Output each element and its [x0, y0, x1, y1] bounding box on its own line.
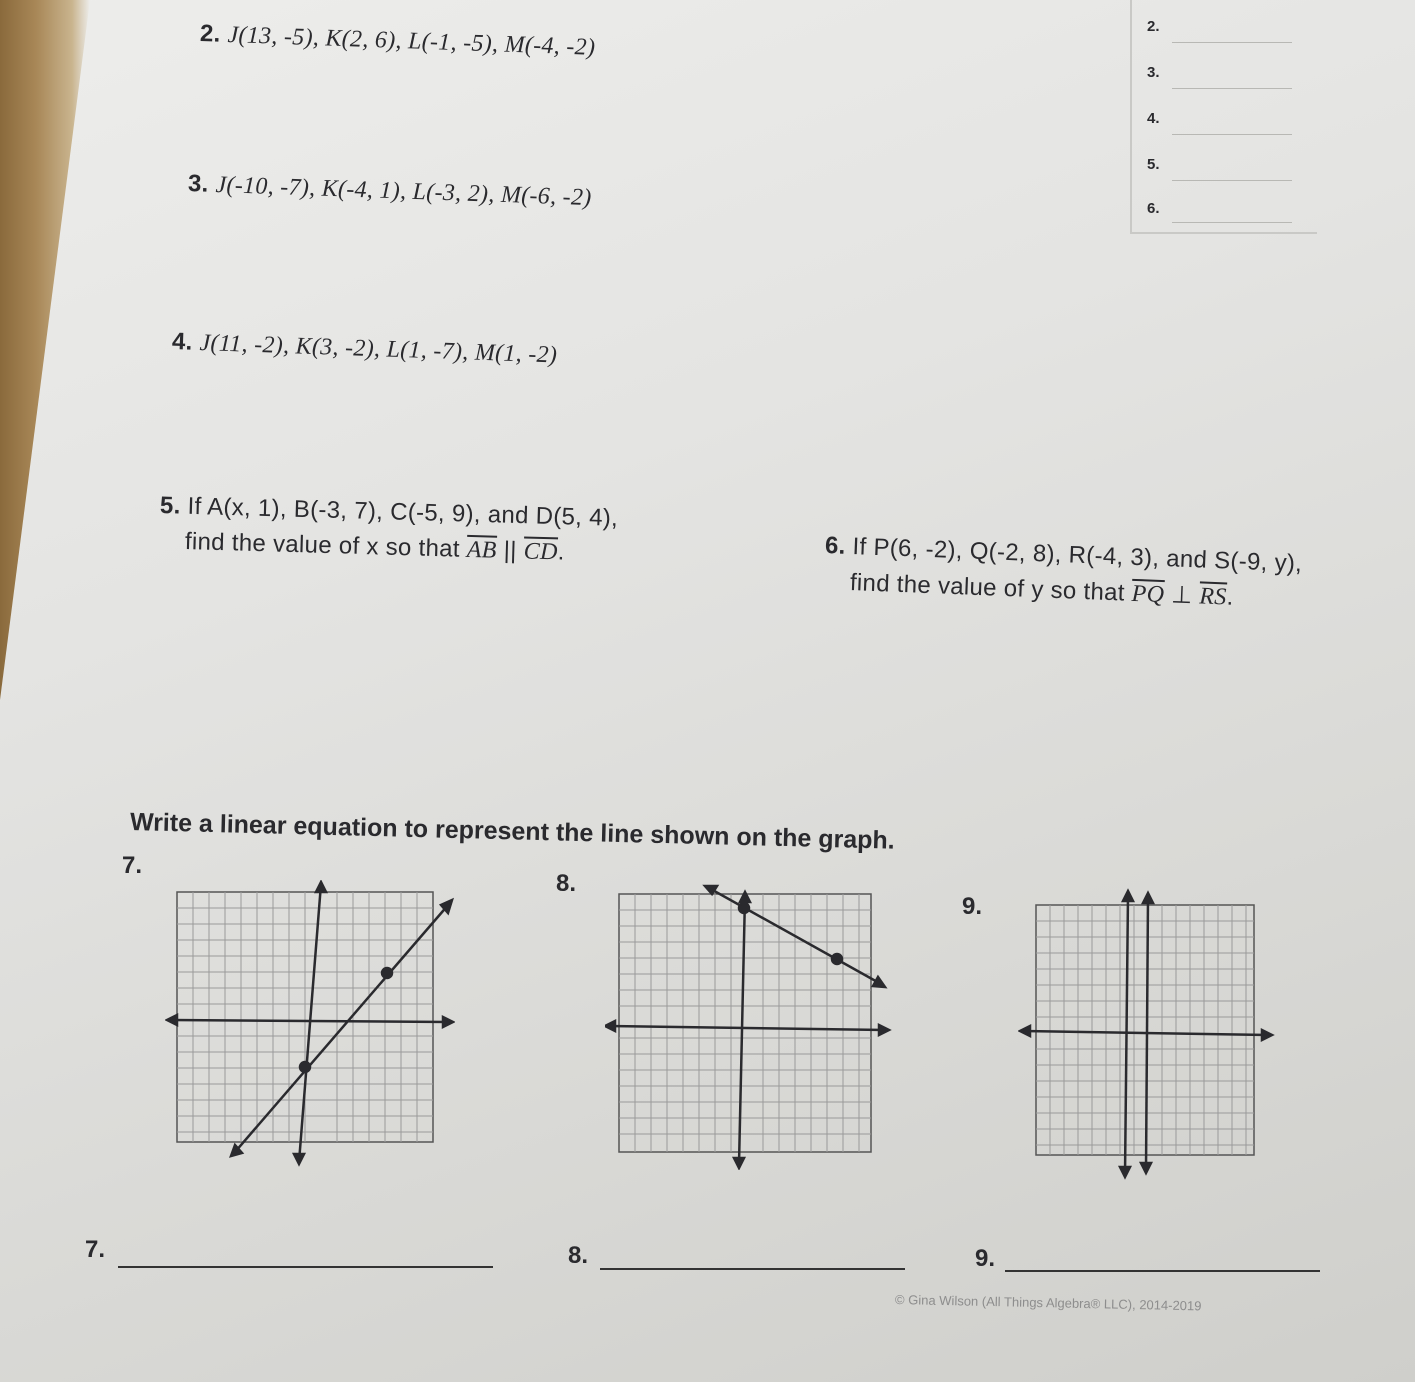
segment-cd: $\overline{CD}$ — [523, 538, 559, 566]
problem-3 — [188, 170, 593, 212]
blank-7-line[interactable] — [118, 1266, 493, 1268]
problem-6-period: . — [1226, 583, 1235, 611]
grid-frame — [1036, 905, 1254, 1155]
problem-3-number: 3. — [187, 170, 210, 198]
perpendicular-symbol: ⊥ — [1163, 581, 1200, 610]
x-axis-left-arrow — [167, 1015, 177, 1025]
problem-5-line-1 — [160, 492, 619, 533]
problem-2-number: 2. — [199, 20, 222, 48]
x-axis-left-arrow — [605, 1021, 615, 1031]
problem-4 — [172, 328, 558, 369]
graph-9-label: 9. — [962, 893, 983, 920]
problem-4-text: J(11, -2), K(3, -2), L(1, -7), M(1, -2) — [199, 329, 558, 369]
problem-6-statement: If P(6, -2), Q(-2, 8), R(-4, 3), and S(-9, y), — [852, 533, 1303, 578]
segment-ab: $\overline{AB}$ — [466, 536, 498, 564]
y-axis — [1146, 897, 1148, 1169]
problem-5-number: 5. — [159, 492, 182, 520]
segment-pq: $\overline{PQ}$ — [1131, 580, 1165, 609]
problem-5-period: . — [557, 538, 566, 566]
x-axis — [609, 1026, 885, 1030]
problem-5-question: find the value of x so that — [184, 528, 468, 563]
x-axis-right-arrow — [879, 1025, 889, 1035]
graph-9-line-arrow-up — [1123, 891, 1133, 901]
answer-line-3[interactable] — [1172, 88, 1292, 89]
y-axis-up-arrow — [316, 882, 326, 892]
y-axis-down-arrow — [734, 1158, 744, 1168]
problem-6-question: find the value of y so that — [849, 569, 1133, 607]
y-axis-up-arrow — [1143, 893, 1153, 903]
problem-3-text: J(-10, -7), K(-4, 1), L(-3, 2), M(-6, -2) — [215, 171, 593, 212]
x-axis-right-arrow — [443, 1017, 453, 1027]
parallel-symbol: || — [496, 536, 525, 565]
problem-5-line-2 — [185, 528, 565, 567]
problem-2 — [200, 20, 596, 62]
problem-5-statement: If A(x, 1), B(-3, 7), C(-5, 9), and D(5, 4), — [187, 492, 619, 532]
blank-8-line[interactable] — [600, 1268, 905, 1270]
graph-9 — [1018, 885, 1278, 1180]
graph-8-point-1 — [739, 903, 749, 913]
answer-box — [1130, 0, 1317, 234]
y-axis — [299, 884, 321, 1162]
answer-line-4[interactable] — [1172, 134, 1292, 135]
graph-7-point-1 — [300, 1062, 310, 1072]
vertical-gridlines — [193, 892, 417, 1142]
answer-label-5: 5. — [1147, 156, 1160, 173]
problem-6-line-2 — [849, 568, 1234, 612]
blank-7-label: 7. — [85, 1236, 106, 1263]
x-axis-left-arrow — [1020, 1026, 1030, 1036]
y-axis-down-arrow — [294, 1154, 304, 1164]
graph-7 — [165, 880, 455, 1170]
answer-label-6: 6. — [1147, 200, 1160, 217]
answer-line-6[interactable] — [1172, 222, 1292, 223]
graph-7-label: 7. — [122, 852, 143, 879]
problem-4-number: 4. — [171, 328, 194, 356]
blank-9-label: 9. — [975, 1245, 996, 1272]
y-axis-down-arrow — [1141, 1163, 1151, 1173]
vertical-gridlines — [635, 894, 859, 1152]
segment-rs: $\overline{RS}$ — [1198, 583, 1228, 611]
graph-8-point-2 — [832, 954, 842, 964]
graph-8 — [605, 880, 895, 1170]
table-edge — [0, 0, 90, 700]
graph-8-line-arrow-right — [873, 977, 885, 987]
problem-2-text: J(13, -5), K(2, 6), L(-1, -5), M(-4, -2) — [227, 21, 596, 61]
blank-8-label: 8. — [568, 1242, 589, 1269]
blank-9-line[interactable] — [1005, 1270, 1320, 1272]
answer-label-4: 4. — [1147, 110, 1160, 127]
graph-8-label: 8. — [556, 870, 577, 897]
y-axis — [739, 896, 745, 1164]
graphs-heading: Write a linear equation to represent the line shown on the graph. — [129, 808, 896, 855]
copyright-footer: © Gina Wilson (All Things Algebra® LLC), 2014-2019 — [894, 1292, 1202, 1314]
answer-label-3: 3. — [1147, 64, 1160, 81]
problem-6-number: 6. — [824, 532, 847, 560]
answer-line-2[interactable] — [1172, 42, 1292, 43]
x-axis-right-arrow — [1262, 1030, 1272, 1040]
graph-7-point-2 — [382, 968, 392, 978]
answer-label-2: 2. — [1147, 18, 1160, 35]
answer-line-5[interactable] — [1172, 180, 1292, 181]
graph-9-line-arrow-down — [1120, 1167, 1130, 1177]
